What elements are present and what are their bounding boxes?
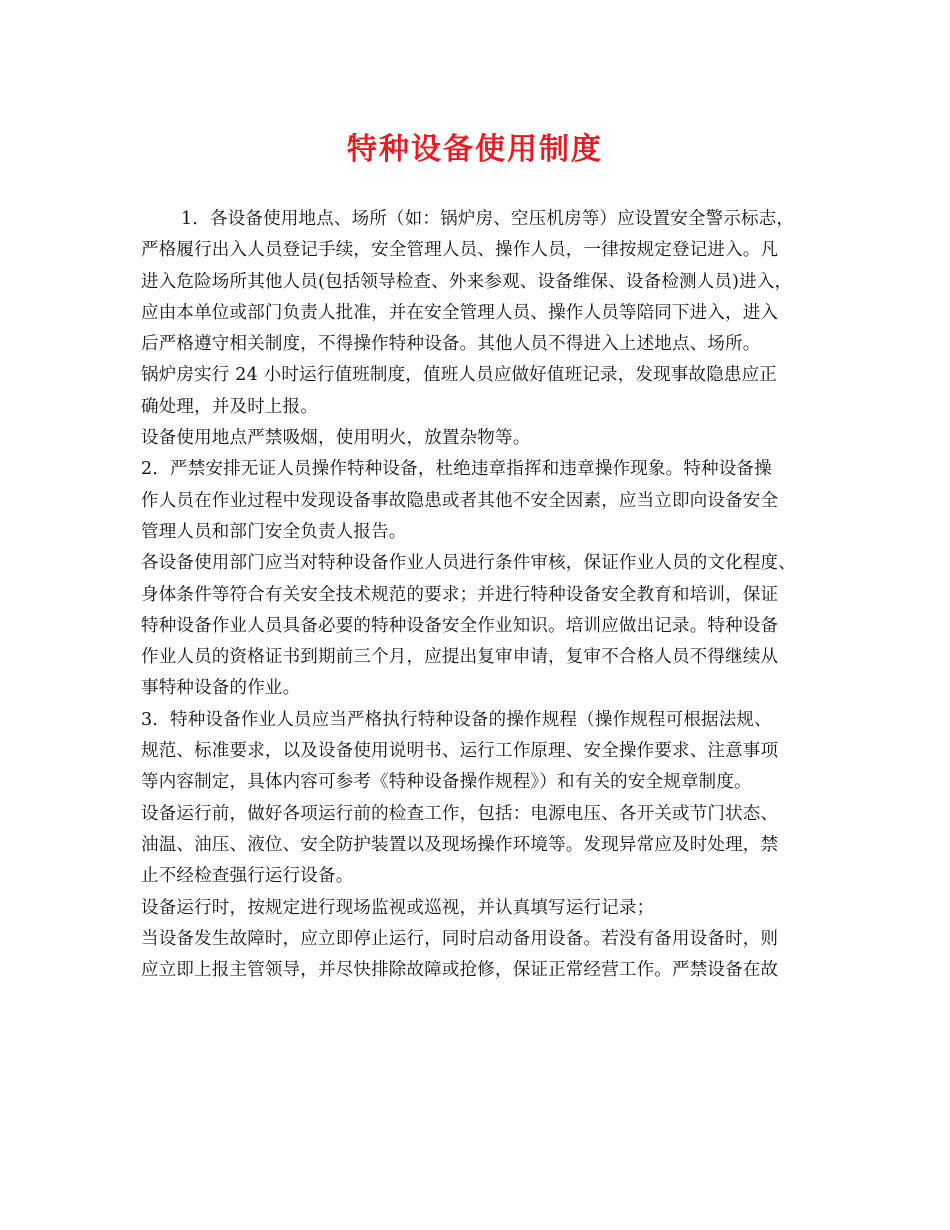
paragraph-line: 进入危险场所其他人员(包括领导检查、外来参观、设备维保、设备检测人员)进入， [141, 271, 793, 292]
document-title: 特种设备使用制度 [347, 132, 603, 167]
paragraph-line: 1．各设备使用地点、场所（如：锅炉房、空压机房等）应设置安全警示标志， [181, 209, 795, 229]
document-body [141, 204, 831, 986]
paragraph-line: 应由本单位或部门负责人批准，并在安全管理人员、操作人员等陪同下进入，进入 [141, 302, 779, 323]
paragraph-line: 作人员在作业过程中发现设备事故隐患或者其他不安全因素，应当立即向设备安全 [141, 490, 779, 511]
paragraph-line: 作业人员的资格证书到期前三个月，应提出复审申请，复审不合格人员不得继续从 [141, 647, 779, 668]
paragraph-line: 设备运行时，按规定进行现场监视或巡视，并认真填写运行记录； [141, 897, 655, 918]
paragraph-line: 严格履行出入人员登记手续，安全管理人员、操作人员，一律按规定登记进入。凡 [141, 240, 779, 261]
paragraph-line: 应立即上报主管领导，并尽快排除故障或抢修，保证正常经营工作。严禁设备在故 [141, 960, 779, 981]
paragraph-line: 油温、油压、液位、安全防护装置以及现场操作环境等。发现异常应及时处理，禁 [141, 834, 779, 855]
paragraph-line: 设备运行前，做好各项运行前的检查工作，包括：电源电压、各开关或节门状态、 [141, 803, 779, 824]
paragraph-line: 特种设备作业人员具备必要的特种设备安全作业知识。培训应做出记录。特种设备 [141, 615, 779, 636]
paragraph-line: 确处理，并及时上报。 [141, 396, 318, 417]
paragraph-line: 管理人员和部门安全负责人报告。 [141, 521, 407, 542]
paragraph-line: 身体条件等符合有关安全技术规范的要求；并进行特种设备安全教育和培训，保证 [141, 584, 779, 605]
paragraph-line: 后严格遵守相关制度，不得操作特种设备。其他人员不得进入上述地点、场所。 [141, 334, 761, 355]
paragraph-line: 止不经检查强行运行设备。 [141, 866, 354, 887]
paragraph-line: 锅炉房实行 24 小时运行值班制度，值班人员应做好值班记录，发现事故隐患应正 [141, 365, 777, 386]
paragraph-line: 2．严禁安排无证人员操作特种设备，杜绝违章指挥和违章操作现象。特种设备操 [141, 459, 772, 480]
paragraph-line: 当设备发生故障时，应立即停止运行，同时启动备用设备。若没有备用设备时，则 [141, 928, 779, 949]
paragraph-line: 规范、标准要求，以及设备使用说明书、运行工作原理、安全操作要求、注意事项 [141, 741, 779, 762]
paragraph-line: 事特种设备的作业。 [141, 678, 301, 699]
paragraph-line: 各设备使用部门应当对特种设备作业人员进行条件审核，保证作业人员的文化程度、 [141, 553, 796, 574]
paragraph-line: 3．特种设备作业人员应当严格执行特种设备的操作规程（操作规程可根据法规、 [141, 709, 772, 730]
paragraph-line: 设备使用地点严禁吸烟，使用明火，放置杂物等。 [141, 428, 531, 449]
paragraph-line: 等内容制定，具体内容可参考《特种设备操作规程》）和有关的安全规章制度。 [141, 772, 752, 793]
